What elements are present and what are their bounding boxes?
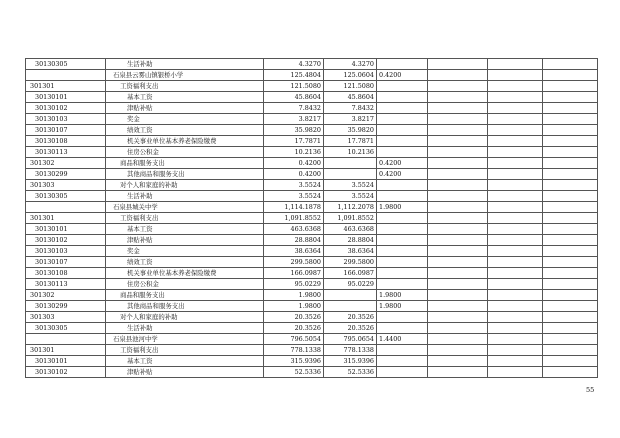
- table-row: [26, 257, 598, 268]
- account-code-cell: 301302: [26, 290, 106, 301]
- basic-expenditure-cell: 778.1338: [324, 345, 377, 356]
- item-name-cell: 奖金: [106, 114, 264, 125]
- basic-expenditure-cell: 1,112.2078: [324, 202, 377, 213]
- blank-cell: [543, 323, 598, 334]
- table-row: [26, 103, 598, 114]
- blank-cell: [488, 180, 543, 191]
- table-row: [26, 169, 598, 180]
- blank-cell: [428, 290, 488, 301]
- project-expenditure-cell: 1.9800: [377, 202, 428, 213]
- basic-expenditure-cell: 20.3526: [324, 323, 377, 334]
- basic-expenditure-cell: 3.5524: [324, 191, 377, 202]
- account-code-cell: [26, 202, 106, 213]
- total-amount-cell: 121.5080: [264, 81, 324, 92]
- blank-cell: [543, 191, 598, 202]
- item-name-cell: 其他商品和服务支出: [106, 301, 264, 312]
- blank-cell: [488, 356, 543, 367]
- account-code-cell: 301303: [26, 180, 106, 191]
- blank-cell: [488, 59, 543, 70]
- blank-cell: [428, 92, 488, 103]
- table-row: [26, 81, 598, 92]
- basic-expenditure-cell: 7.8432: [324, 103, 377, 114]
- account-code-cell: 30130102: [26, 103, 106, 114]
- item-name-cell: 绩效工资: [106, 257, 264, 268]
- table-row: [26, 202, 598, 213]
- blank-cell: [488, 125, 543, 136]
- item-name-cell: 商品和服务支出: [106, 290, 264, 301]
- item-name-cell: 基本工资: [106, 356, 264, 367]
- blank-cell: [488, 136, 543, 147]
- project-expenditure-cell: [377, 103, 428, 114]
- blank-cell: [428, 235, 488, 246]
- account-code-cell: 30130113: [26, 279, 106, 290]
- table-row: [26, 334, 598, 345]
- total-amount-cell: 1,091.8552: [264, 213, 324, 224]
- blank-cell: [488, 158, 543, 169]
- account-code-cell: 30130107: [26, 125, 106, 136]
- total-amount-cell: 3.8217: [264, 114, 324, 125]
- total-amount-cell: 299.5800: [264, 257, 324, 268]
- project-expenditure-cell: [377, 191, 428, 202]
- blank-cell: [488, 213, 543, 224]
- blank-cell: [543, 367, 598, 378]
- blank-cell: [543, 334, 598, 345]
- blank-cell: [543, 169, 598, 180]
- blank-cell: [543, 268, 598, 279]
- project-expenditure-cell: 1.4400: [377, 334, 428, 345]
- account-code-cell: 30130305: [26, 59, 106, 70]
- total-amount-cell: 38.6364: [264, 246, 324, 257]
- table-row: [26, 114, 598, 125]
- project-expenditure-cell: [377, 114, 428, 125]
- total-amount-cell: 166.0987: [264, 268, 324, 279]
- total-amount-cell: 20.3526: [264, 323, 324, 334]
- item-name-cell: 商品和服务支出: [106, 158, 264, 169]
- item-name-cell: 生活补助: [106, 191, 264, 202]
- table-row: [26, 301, 598, 312]
- blank-cell: [543, 125, 598, 136]
- account-code-cell: [26, 334, 106, 345]
- table-body: [26, 59, 598, 378]
- basic-expenditure-cell: 125.0604: [324, 70, 377, 81]
- blank-cell: [428, 334, 488, 345]
- project-expenditure-cell: [377, 356, 428, 367]
- basic-expenditure-cell: 121.5080: [324, 81, 377, 92]
- project-expenditure-cell: [377, 257, 428, 268]
- item-name-cell: 石泉县池河中学: [106, 334, 264, 345]
- total-amount-cell: 17.7871: [264, 136, 324, 147]
- blank-cell: [543, 158, 598, 169]
- blank-cell: [428, 257, 488, 268]
- blank-cell: [543, 290, 598, 301]
- blank-cell: [543, 224, 598, 235]
- blank-cell: [488, 92, 543, 103]
- project-expenditure-cell: 0.4200: [377, 70, 428, 81]
- table-row: [26, 279, 598, 290]
- table-row: [26, 367, 598, 378]
- item-name-cell: 其他商品和服务支出: [106, 169, 264, 180]
- project-expenditure-cell: [377, 125, 428, 136]
- account-code-cell: 30130107: [26, 257, 106, 268]
- blank-cell: [543, 301, 598, 312]
- blank-cell: [488, 191, 543, 202]
- blank-cell: [543, 213, 598, 224]
- total-amount-cell: 0.4200: [264, 158, 324, 169]
- blank-cell: [488, 301, 543, 312]
- account-code-cell: 30130299: [26, 301, 106, 312]
- blank-cell: [428, 191, 488, 202]
- project-expenditure-cell: [377, 92, 428, 103]
- blank-cell: [428, 158, 488, 169]
- table-row: [26, 356, 598, 367]
- item-name-cell: 津贴补贴: [106, 367, 264, 378]
- item-name-cell: 基本工资: [106, 92, 264, 103]
- project-expenditure-cell: [377, 180, 428, 191]
- project-expenditure-cell: [377, 147, 428, 158]
- project-expenditure-cell: 1.9800: [377, 301, 428, 312]
- item-name-cell: 住房公积金: [106, 279, 264, 290]
- basic-expenditure-cell: 315.9396: [324, 356, 377, 367]
- item-name-cell: 机关事业单位基本养老保险缴费: [106, 136, 264, 147]
- total-amount-cell: 1,114.1878: [264, 202, 324, 213]
- blank-cell: [428, 224, 488, 235]
- budget-table: [25, 58, 598, 378]
- account-code-cell: 30130102: [26, 235, 106, 246]
- table-row: [26, 312, 598, 323]
- total-amount-cell: 778.1338: [264, 345, 324, 356]
- blank-cell: [428, 125, 488, 136]
- blank-cell: [488, 268, 543, 279]
- project-expenditure-cell: [377, 235, 428, 246]
- blank-cell: [428, 323, 488, 334]
- project-expenditure-cell: [377, 59, 428, 70]
- basic-expenditure-cell: 3.8217: [324, 114, 377, 125]
- blank-cell: [543, 114, 598, 125]
- table-row: [26, 70, 598, 81]
- item-name-cell: 住房公积金: [106, 147, 264, 158]
- blank-cell: [488, 169, 543, 180]
- basic-expenditure-cell: 166.0987: [324, 268, 377, 279]
- account-code-cell: 301301: [26, 345, 106, 356]
- item-name-cell: 对个人和家庭的补助: [106, 312, 264, 323]
- account-code-cell: 30130102: [26, 367, 106, 378]
- project-expenditure-cell: [377, 367, 428, 378]
- account-code-cell: 30130108: [26, 268, 106, 279]
- item-name-cell: 石泉县云雾山镇银桥小学: [106, 70, 264, 81]
- blank-cell: [488, 114, 543, 125]
- table-row: [26, 345, 598, 356]
- total-amount-cell: 3.5524: [264, 191, 324, 202]
- blank-cell: [428, 367, 488, 378]
- item-name-cell: 基本工资: [106, 224, 264, 235]
- blank-cell: [488, 202, 543, 213]
- blank-cell: [428, 345, 488, 356]
- total-amount-cell: 1.9800: [264, 301, 324, 312]
- project-expenditure-cell: [377, 136, 428, 147]
- blank-cell: [488, 81, 543, 92]
- item-name-cell: 奖金: [106, 246, 264, 257]
- total-amount-cell: 35.9820: [264, 125, 324, 136]
- blank-cell: [488, 345, 543, 356]
- table-row: [26, 125, 598, 136]
- blank-cell: [428, 114, 488, 125]
- basic-expenditure-cell: 35.9820: [324, 125, 377, 136]
- account-code-cell: 30130101: [26, 224, 106, 235]
- project-expenditure-cell: [377, 323, 428, 334]
- blank-cell: [488, 70, 543, 81]
- blank-cell: [488, 103, 543, 114]
- account-code-cell: 30130113: [26, 147, 106, 158]
- table-row: [26, 158, 598, 169]
- total-amount-cell: 796.5054: [264, 334, 324, 345]
- blank-cell: [488, 246, 543, 257]
- account-code-cell: 30130103: [26, 114, 106, 125]
- total-amount-cell: 52.5336: [264, 367, 324, 378]
- project-expenditure-cell: 0.4200: [377, 169, 428, 180]
- basic-expenditure-cell: 38.6364: [324, 246, 377, 257]
- account-code-cell: 30130305: [26, 191, 106, 202]
- total-amount-cell: 1.9800: [264, 290, 324, 301]
- page-number: 55: [586, 386, 595, 394]
- project-expenditure-cell: [377, 345, 428, 356]
- basic-expenditure-cell: 3.5524: [324, 180, 377, 191]
- blank-cell: [543, 202, 598, 213]
- item-name-cell: 绩效工资: [106, 125, 264, 136]
- item-name-cell: 工资福利支出: [106, 345, 264, 356]
- blank-cell: [543, 103, 598, 114]
- basic-expenditure-cell: 10.2136: [324, 147, 377, 158]
- project-expenditure-cell: [377, 81, 428, 92]
- blank-cell: [428, 169, 488, 180]
- item-name-cell: 工资福利支出: [106, 213, 264, 224]
- basic-expenditure-cell: 20.3526: [324, 312, 377, 323]
- blank-cell: [543, 246, 598, 257]
- basic-expenditure-cell: 4.3270: [324, 59, 377, 70]
- account-code-cell: 301301: [26, 81, 106, 92]
- blank-cell: [488, 257, 543, 268]
- table-row: [26, 246, 598, 257]
- table-row: [26, 235, 598, 246]
- account-code-cell: [26, 70, 106, 81]
- blank-cell: [543, 345, 598, 356]
- item-name-cell: 工资福利支出: [106, 81, 264, 92]
- account-code-cell: 30130108: [26, 136, 106, 147]
- blank-cell: [488, 312, 543, 323]
- blank-cell: [488, 147, 543, 158]
- blank-cell: [488, 290, 543, 301]
- blank-cell: [428, 81, 488, 92]
- blank-cell: [488, 367, 543, 378]
- blank-cell: [428, 202, 488, 213]
- basic-expenditure-cell: 463.6368: [324, 224, 377, 235]
- basic-expenditure-cell: [324, 169, 377, 180]
- total-amount-cell: 125.4804: [264, 70, 324, 81]
- total-amount-cell: 3.5524: [264, 180, 324, 191]
- total-amount-cell: 463.6368: [264, 224, 324, 235]
- blank-cell: [428, 147, 488, 158]
- project-expenditure-cell: 1.9800: [377, 290, 428, 301]
- project-expenditure-cell: [377, 279, 428, 290]
- item-name-cell: 津贴补贴: [106, 235, 264, 246]
- blank-cell: [428, 59, 488, 70]
- blank-cell: [488, 235, 543, 246]
- total-amount-cell: 20.3526: [264, 312, 324, 323]
- basic-expenditure-cell: 28.8804: [324, 235, 377, 246]
- project-expenditure-cell: [377, 224, 428, 235]
- total-amount-cell: 0.4200: [264, 169, 324, 180]
- table-row: [26, 290, 598, 301]
- basic-expenditure-cell: 795.0654: [324, 334, 377, 345]
- item-name-cell: 津贴补贴: [106, 103, 264, 114]
- item-name-cell: 机关事业单位基本养老保险缴费: [106, 268, 264, 279]
- account-code-cell: 30130305: [26, 323, 106, 334]
- basic-expenditure-cell: 1,091.8552: [324, 213, 377, 224]
- blank-cell: [543, 136, 598, 147]
- blank-cell: [428, 246, 488, 257]
- total-amount-cell: 7.8432: [264, 103, 324, 114]
- blank-cell: [543, 59, 598, 70]
- project-expenditure-cell: [377, 312, 428, 323]
- table-row: [26, 136, 598, 147]
- account-code-cell: 30130101: [26, 356, 106, 367]
- item-name-cell: 生活补助: [106, 323, 264, 334]
- project-expenditure-cell: [377, 246, 428, 257]
- item-name-cell: 生活补助: [106, 59, 264, 70]
- table-row: [26, 59, 598, 70]
- account-code-cell: 30130101: [26, 92, 106, 103]
- blank-cell: [428, 213, 488, 224]
- basic-expenditure-cell: [324, 301, 377, 312]
- table-row: [26, 323, 598, 334]
- total-amount-cell: 95.0229: [264, 279, 324, 290]
- basic-expenditure-cell: 52.5336: [324, 367, 377, 378]
- total-amount-cell: 4.3270: [264, 59, 324, 70]
- account-code-cell: 30130299: [26, 169, 106, 180]
- blank-cell: [488, 279, 543, 290]
- blank-cell: [488, 323, 543, 334]
- project-expenditure-cell: [377, 213, 428, 224]
- blank-cell: [488, 224, 543, 235]
- total-amount-cell: 45.8604: [264, 92, 324, 103]
- account-code-cell: 30130103: [26, 246, 106, 257]
- blank-cell: [543, 312, 598, 323]
- table-row: [26, 213, 598, 224]
- blank-cell: [543, 180, 598, 191]
- blank-cell: [428, 312, 488, 323]
- basic-expenditure-cell: 299.5800: [324, 257, 377, 268]
- basic-expenditure-cell: 17.7871: [324, 136, 377, 147]
- blank-cell: [543, 279, 598, 290]
- blank-cell: [428, 301, 488, 312]
- basic-expenditure-cell: [324, 158, 377, 169]
- basic-expenditure-cell: [324, 290, 377, 301]
- table-row: [26, 268, 598, 279]
- account-code-cell: 301301: [26, 213, 106, 224]
- blank-cell: [543, 81, 598, 92]
- blank-cell: [428, 279, 488, 290]
- blank-cell: [488, 334, 543, 345]
- blank-cell: [428, 70, 488, 81]
- blank-cell: [428, 356, 488, 367]
- blank-cell: [543, 257, 598, 268]
- basic-expenditure-cell: 45.8604: [324, 92, 377, 103]
- table-row: [26, 191, 598, 202]
- project-expenditure-cell: [377, 268, 428, 279]
- blank-cell: [428, 136, 488, 147]
- table-row: [26, 92, 598, 103]
- blank-cell: [543, 235, 598, 246]
- blank-cell: [428, 180, 488, 191]
- total-amount-cell: 28.8804: [264, 235, 324, 246]
- total-amount-cell: 10.2136: [264, 147, 324, 158]
- table-row: [26, 180, 598, 191]
- blank-cell: [543, 92, 598, 103]
- table-row: [26, 147, 598, 158]
- total-amount-cell: 315.9396: [264, 356, 324, 367]
- table-row: [26, 224, 598, 235]
- item-name-cell: 对个人和家庭的补助: [106, 180, 264, 191]
- basic-expenditure-cell: 95.0229: [324, 279, 377, 290]
- blank-cell: [543, 70, 598, 81]
- account-code-cell: 301302: [26, 158, 106, 169]
- item-name-cell: 石泉县城关中学: [106, 202, 264, 213]
- blank-cell: [543, 147, 598, 158]
- blank-cell: [428, 268, 488, 279]
- project-expenditure-cell: 0.4200: [377, 158, 428, 169]
- blank-cell: [543, 356, 598, 367]
- account-code-cell: 301303: [26, 312, 106, 323]
- blank-cell: [428, 103, 488, 114]
